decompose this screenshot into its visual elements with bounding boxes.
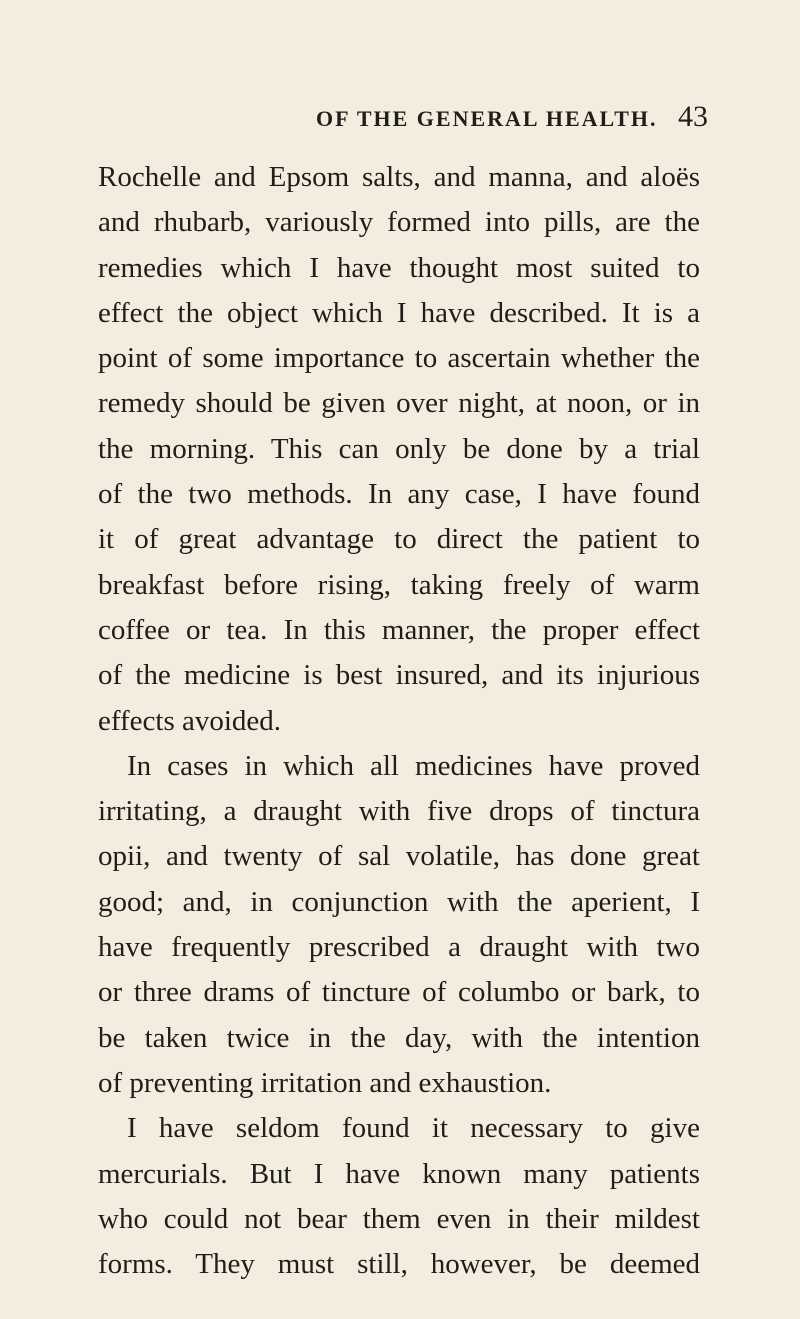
text-line: of the two methods. In any case, I have found [98, 478, 700, 511]
text-line: breakfast before rising, taking freely of warm [98, 568, 700, 601]
text-line: of preventing irritation and exhaustion. [98, 1066, 552, 1099]
text-line: coffee or tea. In this manner, the proper effect [98, 613, 700, 646]
text-line: and rhubarb, variously formed into pills, are the [98, 206, 700, 239]
text-line: In cases in which all medicines have proved [127, 749, 700, 782]
text-line: opii, and twenty of sal volatile, has done great [98, 840, 700, 873]
text-line: remedy should be given over night, at noon, or in [98, 387, 700, 420]
running-head: OF THE GENERAL HEALTH. [316, 106, 658, 131]
text-line: or three drams of tincture of columbo or bark, to [98, 976, 700, 1009]
text-line: have frequently prescribed a draught with two [98, 931, 700, 964]
text-line: I have seldom found it necessary to give [127, 1112, 700, 1145]
paragraph [98, 744, 700, 1106]
text-line: forms. They must still, however, be deemed [98, 1248, 700, 1281]
body-text [98, 155, 700, 1287]
text-line: effect the object which I have described. It is a [98, 296, 700, 329]
text-line: of the medicine is best insured, and its injurious [98, 659, 700, 692]
text-line: who could not bear them even in their mildest [98, 1202, 700, 1235]
page-header [0, 100, 800, 140]
text-line: point of some importance to ascertain whether the [98, 342, 700, 375]
text-line: remedies which I have thought most suited to [98, 251, 700, 284]
text-line: good; and, in conjunction with the aperient, I [98, 885, 700, 918]
paragraph [98, 155, 700, 744]
text-line: Rochelle and Epsom salts, and manna, and aloës [98, 161, 700, 193]
text-line: effects avoided. [98, 704, 282, 737]
text-line: the morning. This can only be done by a trial [98, 432, 700, 465]
text-line: be taken twice in the day, with the intention [98, 1021, 700, 1054]
text-line: it of great advantage to direct the patient to [98, 523, 700, 556]
page-number: 43 [678, 100, 708, 133]
paragraph [98, 1106, 700, 1287]
text-line: irritating, a draught with five drops of tinctura [98, 795, 700, 828]
text-line: mercurials. But I have known many patients [98, 1157, 700, 1190]
